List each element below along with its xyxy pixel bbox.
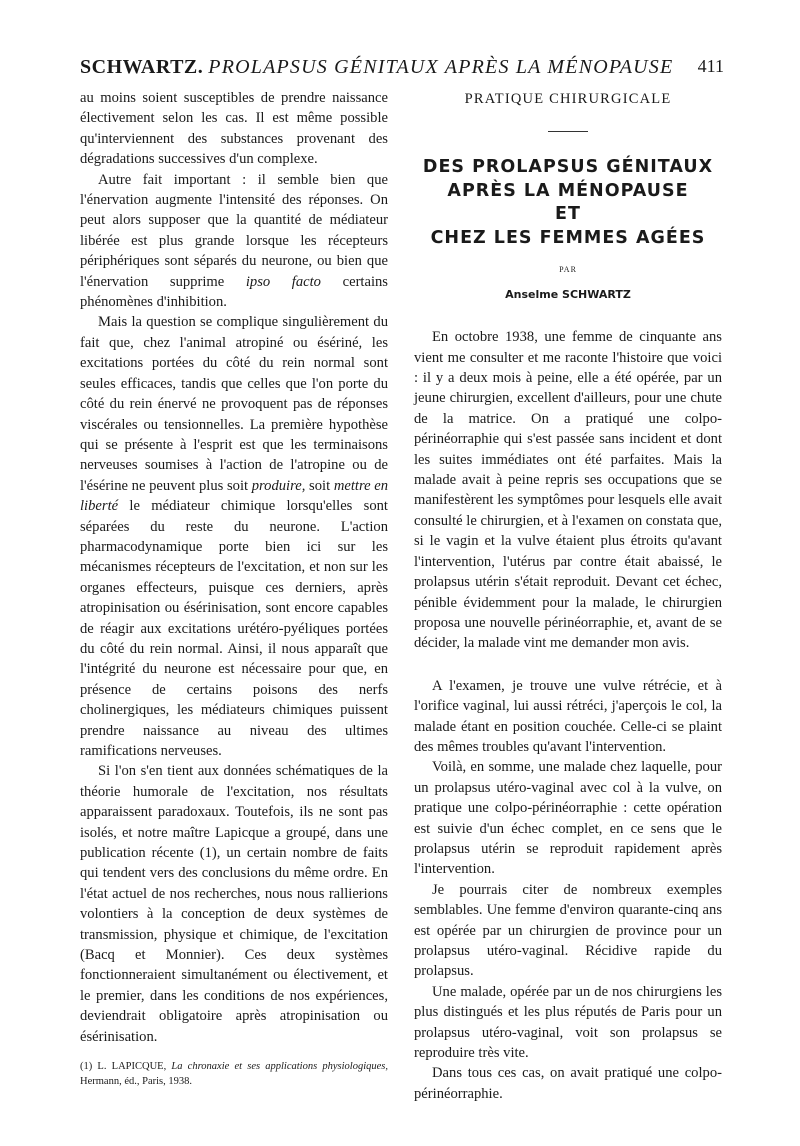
italic-mettre-en-liberte: mettre en liberté	[80, 477, 388, 515]
running-header	[80, 56, 724, 80]
left-column	[80, 88, 388, 1089]
footnote: (1) L. LAPICQUE, La chronaxie et ses applications physiologiques, Hermann, éd., Paris, 1938.	[80, 1061, 388, 1088]
italic-ipso-facto: ipso facto	[245, 273, 321, 290]
left-paragraph-2: Autre fait important : il semble bien que l'énervation augmente l'intensité des réponses. On peut alors supposer que la quantité de médiateur libérée est plus grande lorsque les récepteurs périphériques sont séparés du neurone, ou bien que l'énervation supprime ipso facto certains phénomènes d'inhibition.	[80, 171, 388, 311]
rubric-divider	[548, 131, 588, 132]
italic-produire: produire,	[251, 477, 306, 494]
left-paragraph-1: au moins soient susceptibles de prendre naissance électivement selon les cas. Il est même possible qu'interviennent des substances provenant des dégradations successives d'un complexe.	[80, 90, 388, 168]
right-paragraph-5: Une malade, opérée par un de nos chirurgiens les plus distingués et les plus réputés de Paris pour un prolapsus utéro-vaginal, voit son prolapsus se reproduire très vite.	[414, 983, 722, 1062]
header-title: PROLAPSUS GÉNITAUX APRÈS LA MÉNOPAUSE	[208, 56, 674, 78]
right-paragraph-1: En octobre 1938, une femme de cinquante ans vient me consulter et me raconte l'histoire que voici : il y a deux mois à peine, elle a été opérée, par un jeune chirurgien, excellent d'ailleurs, pour une chute de la matrice. On a pratiqué une colpo-périnéorraphie qui s'est passée sans incident et dont les suites immédiates ont été parfaites. Mais la malade avait à peine repris ses occupations que se manifestèrent les symptômes pour lesquels elle avait consulté le chirurgien, et à l'examen on constata que, si le vagin et la vulve étaient plus étroits qu'avant l'intervention, l'utérus par contre était abaissé, le prolapsus utérin s'était reproduit. Devant cet échec, pénible évidemment pour la malade, le chirurgien proposa une nouvelle périnéorraphie, et, avant de se décider, la malade vint me demander mon avis.	[414, 329, 722, 652]
left-paragraph-3: Mais la question se complique singulièrement du fait que, chez l'animal atropiné ou ésériné, les excitations portées du côté du rein normal sont seules efficaces, tandis que celles que l'on porte du côté du rein énervé ne provoquent pas de réponses viscérales ou tensionnelles. La première hypothèse qui se présente à l'esprit est que les terminaisons nerveuses soumises à l'action de l'atropine ou de l'ésérine ne peuvent plus soit produire, soit mettre en liberté le médiateur chimique lorsqu'elles sont séparées du reste du neurone. L'action pharmacodynamique porte bien ici sur les mécanismes récepteurs de l'excitation, et non sur les organes effecteurs, puisque ces derniers, après atropinisation ou ésérinisation, sont encore capables de réagir aux excitations urétéro-pyéliques portées du côté du rein normal. Ainsi, il nous apparaît que l'intégrité du neurone est nécessaire pour que, en présence de certains poisons des nerfs cholinergiques, les médiateurs chimiques puissent prendre naissance au niveau des ultimes ramifications nerveuses.	[80, 314, 388, 759]
section-rubric: PRATIQUE CHIRURGICALE	[464, 91, 672, 107]
right-paragraph-4: Je pourrais citer de nombreux exemples semblables. Une femme d'environ quarante-cinq ans est opérée par un chirurgien de province pour un prolapsus utéro-vaginal. Récidive rapide du prolapsus.	[414, 881, 722, 980]
header-author: SCHWARTZ.	[80, 56, 204, 78]
page-number: 411	[697, 56, 724, 76]
par-label: PAR	[559, 265, 577, 275]
right-paragraph-2: A l'examen, je trouve une vulve rétrécie, et à l'orifice vaginal, lui aussi rétréci, j'aperçois le col, la malade étant en position couchée. Celle-ci se plaint des mêmes troubles qu'avant l'intervention.	[414, 677, 722, 755]
left-paragraph-4: Si l'on s'en tient aux données schématiques de la théorie humorale de l'excitation, nos résultats apparaissent paradoxaux. Toutefois, ils ne sont pas isolés, et notre maître Lapicque a groupé, dans une publication récente (1), un certain nombre de faits qui tendent vers des conclusions du même ordre. En l'état actuel de nos recherches, nous nous rallierions volontiers à la conception de deux systèmes de transmission, physique et chimique, de l'excitation (Bacq et Monnier). Ces deux systèmes fonctionneraient simultanément ou électivement, et le premier, dans les conditions de nos expériences, deviendrait obligatoire après atropinisation ou ésérinisation.	[80, 763, 388, 1045]
article-title: DES PROLAPSUS GÉNITAUX APRÈS LA MÉNOPAUSE ET CHEZ LES FEMMES AGÉES	[422, 157, 714, 248]
right-paragraph-3: Voilà, en somme, une malade chez laquelle, pour un prolapsus utéro-vaginal avec col à la vulve, on pratique une colpo-périnéorraphie : cette opération est suivie d'un échec complet, en ce sens que le prolapsus utérin se reproduit rapidement après l'intervention.	[414, 759, 722, 878]
right-paragraph-6: Dans tous ces cas, on avait pratiqué une colpo-périnéorraphie.	[414, 1065, 722, 1102]
article-byline: Anselme SCHWARTZ	[505, 287, 631, 301]
right-column	[414, 88, 722, 1104]
paragraph-gap	[414, 654, 722, 676]
